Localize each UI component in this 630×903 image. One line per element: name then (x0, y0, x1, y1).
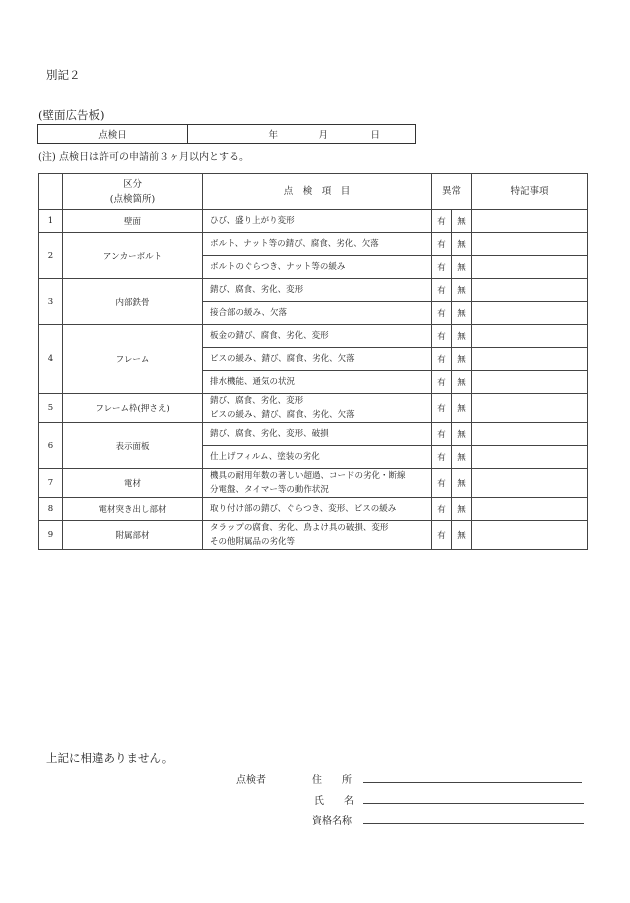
row-number: 9 (39, 521, 63, 550)
abnormal-yes-option[interactable]: 有 (432, 279, 452, 302)
remarks-cell[interactable] (472, 348, 588, 371)
header-abnormal: 異常 (432, 174, 472, 210)
remarks-cell[interactable] (472, 394, 588, 423)
inspection-item-line: タラップの腐食、劣化、鳥よけ具の破損、変形 (210, 523, 389, 533)
abnormal-no-option[interactable]: 無 (452, 256, 472, 279)
abnormal-no-option[interactable]: 無 (452, 371, 472, 394)
inspection-item-line: 板金の錆び、腐食、劣化、変形 (210, 331, 329, 341)
inspection-date-label: 点検日 (38, 125, 188, 144)
abnormal-no-option[interactable]: 無 (452, 279, 472, 302)
table-row (39, 279, 588, 302)
abnormal-yes-option[interactable]: 有 (432, 469, 452, 498)
row-category: 表示面板 (63, 423, 203, 469)
inspection-item-line: 取り付け部の錆び、ぐらつき、変形、ビスの緩み (210, 504, 397, 514)
qualification-field[interactable] (363, 823, 584, 824)
inspection-item (203, 521, 432, 550)
inspection-item (203, 394, 432, 423)
row-number: 5 (39, 394, 63, 423)
abnormal-no-option[interactable]: 無 (452, 302, 472, 325)
remarks-cell[interactable] (472, 423, 588, 446)
header-remarks: 特記事項 (472, 174, 588, 210)
abnormal-no-option[interactable]: 無 (452, 423, 472, 446)
remarks-cell[interactable] (472, 498, 588, 521)
address-label: 住 所 (312, 775, 352, 786)
inspection-item (203, 423, 432, 446)
inspection-item (203, 210, 432, 233)
inspection-item (203, 256, 432, 279)
inspection-table (38, 173, 588, 550)
row-category: アンカーボルト (63, 233, 203, 279)
remarks-cell[interactable] (472, 469, 588, 498)
table-row (39, 469, 588, 498)
remarks-cell[interactable] (472, 446, 588, 469)
row-number: 4 (39, 325, 63, 394)
inspection-date-table (37, 124, 416, 144)
confirmation-text: 上記に相違ありません。 (46, 751, 174, 765)
table-row (39, 498, 588, 521)
inspection-item-line: 仕上げフィルム、塗装の劣化 (210, 452, 320, 462)
inspection-table-body (39, 210, 588, 550)
abnormal-yes-option[interactable]: 有 (432, 302, 452, 325)
row-category: 内部鉄骨 (63, 279, 203, 325)
row-category: フレーム (63, 325, 203, 394)
abnormal-yes-option[interactable]: 有 (432, 233, 452, 256)
month-label: 月 (318, 130, 328, 141)
inspection-item-line: 接合部の緩み、欠落 (210, 308, 288, 318)
year-label: 年 (268, 130, 278, 141)
remarks-cell[interactable] (472, 325, 588, 348)
inspection-date-field[interactable] (188, 125, 416, 144)
inspection-item-line: 排水機能、通気の状況 (210, 377, 296, 387)
remarks-cell[interactable] (472, 279, 588, 302)
abnormal-yes-option[interactable]: 有 (432, 210, 452, 233)
abnormal-yes-option[interactable]: 有 (432, 498, 452, 521)
table-row (39, 210, 588, 233)
name-label: 氏 名 (314, 796, 354, 807)
table-row (39, 521, 588, 550)
inspection-item-line: ボルト、ナット等の錆び、腐食、劣化、欠落 (210, 239, 379, 249)
abnormal-yes-option[interactable]: 有 (432, 394, 452, 423)
remarks-cell[interactable] (472, 521, 588, 550)
abnormal-no-option[interactable]: 無 (452, 446, 472, 469)
header-category (63, 174, 203, 210)
abnormal-yes-option[interactable]: 有 (432, 371, 452, 394)
inspection-item-line: ひび、盛り上がり変形 (210, 216, 295, 226)
document-heading: 別記２ (46, 68, 81, 82)
address-field[interactable] (363, 782, 582, 783)
table-row (39, 325, 588, 348)
inspection-item-line: 錆び、腐食、劣化、変形 (210, 285, 304, 295)
inspection-item-line: 機具の耐用年数の著しい超過、コードの劣化・断線 (210, 471, 406, 481)
inspection-item (203, 302, 432, 325)
row-category: 壁面 (63, 210, 203, 233)
inspection-item-line: 錆び、腐食、劣化、変形、破損 (210, 429, 329, 439)
abnormal-no-option[interactable]: 無 (452, 210, 472, 233)
abnormal-yes-option[interactable]: 有 (432, 348, 452, 371)
name-field[interactable] (363, 803, 584, 804)
table-row (39, 394, 588, 423)
inspection-item (203, 325, 432, 348)
row-number: 3 (39, 279, 63, 325)
inspector-label: 点検者 (236, 775, 266, 786)
inspection-item-line: 錆び、腐食、劣化、変形 (210, 396, 304, 406)
abnormal-no-option[interactable]: 無 (452, 469, 472, 498)
inspection-item (203, 279, 432, 302)
row-category: 電材突き出し部材 (63, 498, 203, 521)
inspection-item-line: ビスの緩み、錆び、腐食、劣化、欠落 (210, 410, 355, 420)
qualification-label: 資格名称 (312, 816, 352, 827)
row-number: 7 (39, 469, 63, 498)
inspection-item (203, 469, 432, 498)
header-category-line1: 区分 (122, 178, 142, 190)
row-category: 附属部材 (63, 521, 203, 550)
remarks-cell[interactable] (472, 371, 588, 394)
abnormal-no-option[interactable]: 無 (452, 394, 472, 423)
remarks-cell[interactable] (472, 256, 588, 279)
abnormal-yes-option[interactable]: 有 (432, 325, 452, 348)
inspection-item-line: その他附属品の劣化等 (210, 537, 296, 547)
table-row (39, 233, 588, 256)
abnormal-no-option[interactable]: 無 (452, 325, 472, 348)
abnormal-no-option[interactable]: 無 (452, 233, 472, 256)
header-category-line2: (点検箇所) (109, 193, 156, 205)
inspection-item (203, 233, 432, 256)
inspection-item-line: 分電盤、タイマー等の動作状況 (210, 485, 329, 495)
abnormal-no-option[interactable]: 無 (452, 521, 472, 550)
section-title: (壁面広告板) (38, 108, 105, 122)
inspection-item-line: ビスの緩み、錆び、腐食、劣化、欠落 (210, 354, 355, 364)
day-label: 日 (370, 130, 380, 141)
remarks-cell[interactable] (472, 233, 588, 256)
remarks-cell[interactable] (472, 302, 588, 325)
header-items: 点 検 項 目 (203, 174, 432, 210)
row-number: 2 (39, 233, 63, 279)
row-number: 8 (39, 498, 63, 521)
inspection-item (203, 371, 432, 394)
row-number: 6 (39, 423, 63, 469)
row-category: 電材 (63, 469, 203, 498)
inspection-item (203, 498, 432, 521)
abnormal-yes-option[interactable]: 有 (432, 521, 452, 550)
inspection-item-line: ボルトのぐらつき、ナット等の緩み (210, 262, 346, 272)
row-number: 1 (39, 210, 63, 233)
inspection-item (203, 446, 432, 469)
abnormal-yes-option[interactable]: 有 (432, 256, 452, 279)
row-category: フレーム枠(押さえ) (63, 394, 203, 423)
header-number (39, 174, 63, 210)
remarks-cell[interactable] (472, 210, 588, 233)
note-text: (注) 点検日は許可の申請前３ヶ月以内とする。 (38, 152, 249, 163)
abnormal-yes-option[interactable]: 有 (432, 423, 452, 446)
abnormal-no-option[interactable]: 無 (452, 498, 472, 521)
abnormal-no-option[interactable]: 無 (452, 348, 472, 371)
inspection-item (203, 348, 432, 371)
table-row (39, 423, 588, 446)
abnormal-yes-option[interactable]: 有 (432, 446, 452, 469)
